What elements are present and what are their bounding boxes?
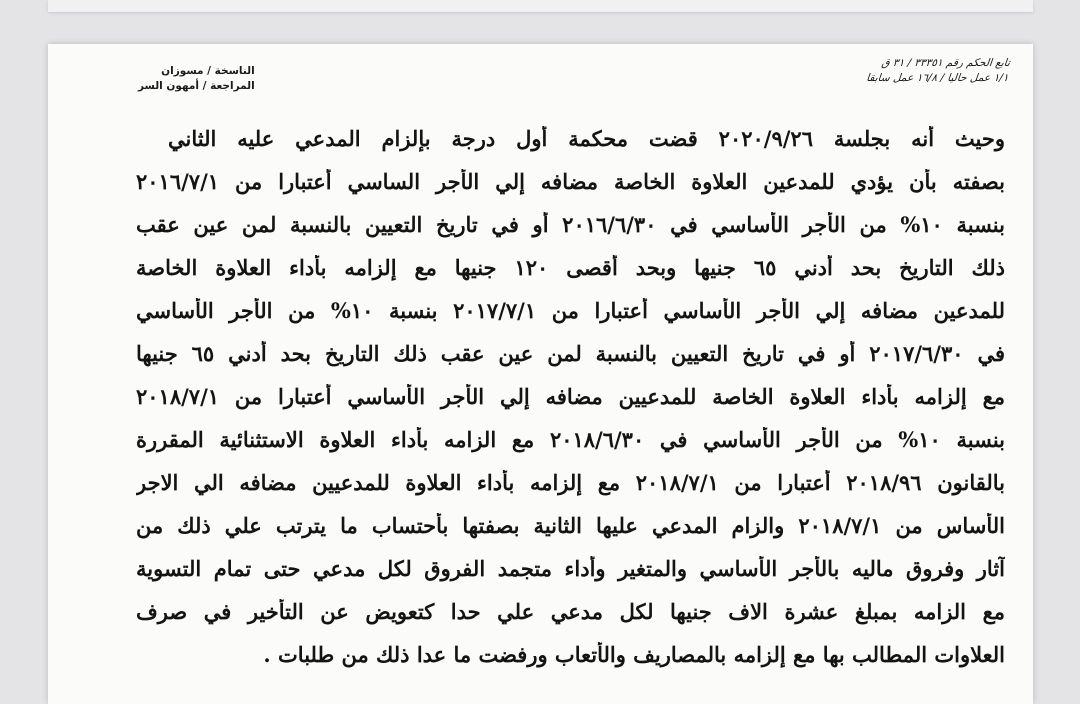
text-line: بنسبة ١٠% من الأجر الأساسي في ٢٠١٨/٦/٣٠ مع الزامه بأداء العلاوة الاستثنائية المقررة (136, 427, 1005, 452)
text-line: العلاوات المطالب بها مع إلزامه بالمصاريف والأتعاب ورفضت ما عدا ذلك من طلبات . (263, 642, 1005, 667)
text-line: بالقانون ٢٠١٨/٩٦ أعتبارا من ٢٠١٨/٧/١ مع إلزامه بأداء العلاوة للمدعيين مضافه الي الاجر (136, 470, 1005, 495)
text-line: بصفته بأن يؤدي للمدعين العلاوة الخاصة مضافه إلي الأجر الساسي أعتبارا من ٢٠١٦/٧/١ (136, 169, 1005, 194)
paper-edge-top (48, 0, 1033, 12)
text-line: وحيث أنه بجلسة ٢٠٢٠/٩/٢٦ قضت محكمة أول درجة بإلزام المدعي عليه الثاني (168, 126, 1005, 151)
reviewer-line: المراجعة / أمهون السر (138, 80, 255, 92)
text-line: ذلك التاريخ بحد أدني ٦٥ جنيها وبحد أقصى ١٢٠ جنيها مع إلزامه بأداء العلاوة الخاصة (136, 255, 1005, 280)
text-line: مع الزامه بمبلغ عشرة الاف جنيها لكل مدعي علي حدا كتعويض عن التأخير في صرف (136, 599, 1005, 624)
text-line: للمدعين مضافه إلي الأجر الأساسي أعتبارا من ٢٠١٧/٧/١ بنسبة ١٠% من الأجر الأساسي (136, 298, 1005, 323)
case-number-line: تابع الحكم رقم ٣٣٣٥١ / ٣١ ق (880, 57, 1011, 69)
text-line: مع إلزامه بأداء العلاوة الخاصة للمدعيين مضافه إلي الأجر الأساسي أعتبارا من ٢٠١٨/٧/١ (136, 384, 1005, 409)
text-line: بنسبة ١٠% من الأجر الأساسي في ٢٠١٦/٦/٣٠ أو في تاريخ التعيين بالنسبة لمن عين عقب (136, 212, 1005, 237)
text-line: الأساس من ٢٠١٨/٧/١ والزام المدعي عليها الثانية بصفتها بأحتساب ما يترتب علي ذلك من (136, 513, 1005, 538)
document-page (48, 44, 1033, 704)
copyist-line: الناسخة / مسوزان (161, 65, 255, 77)
text-line: في ٢٠١٧/٦/٣٠ أو في تاريخ التعيين بالنسبة لمن عين عقب ذلك التاريخ بحد أدني ٦٥ جنيها (136, 341, 1005, 366)
case-date-line: ١/١ عمل حاليا / ١٦/٨ عمل سابقا (865, 72, 1009, 84)
text-line: آثار وفروق ماليه بالأجر الأساسي والمتغير وأداء متجمد الفروق لكل مدعي حتى تمام التسوية (136, 556, 1005, 581)
clerk-header (138, 64, 255, 94)
case-reference-header (865, 56, 1010, 86)
